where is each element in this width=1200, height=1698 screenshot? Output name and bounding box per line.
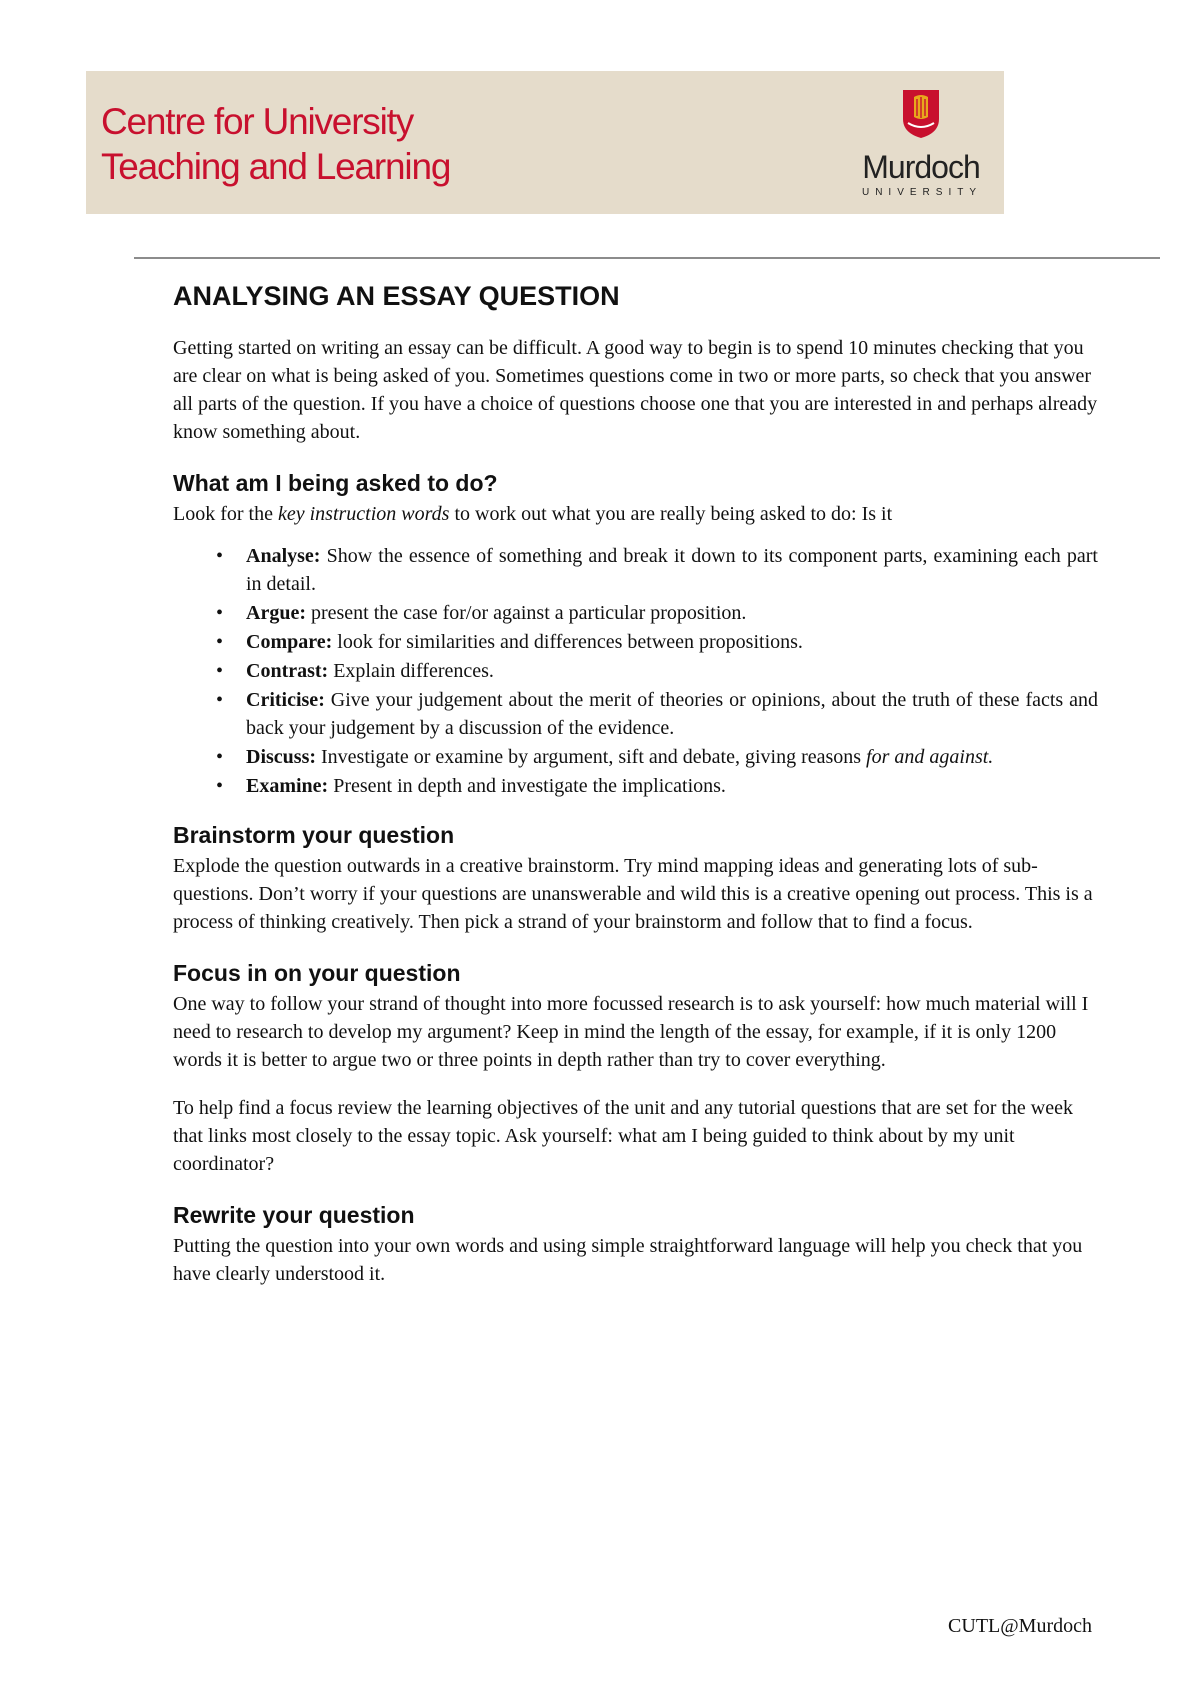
focus-paragraph-1: One way to follow your strand of thought into more focussed research is to ask yourself: how much material will I need to research to develop my argument? Keep in mind the length of the essay, for example, if it is only 1200 words it is better to argue two or three points in depth rather than try to cover everything. (173, 993, 1089, 1071)
header-banner (86, 71, 1004, 214)
centre-title (101, 99, 450, 189)
definition: Give your judgement about the merit of theories or opinions, about the truth of these facts and back your judgement by a discussion of the evidence. (246, 689, 1098, 739)
bullet-icon: • (216, 602, 224, 624)
university-wordmark: UNIVERSITY (861, 187, 982, 198)
definition-emphasis: for and against. (866, 746, 994, 768)
definition: Explain differences. (328, 660, 494, 682)
list-item (173, 772, 1098, 800)
list-item (173, 743, 1098, 771)
lead-emphasis: key instruction words (277, 503, 450, 525)
bullet-icon: • (216, 631, 224, 653)
heading-what-asked: What am I being asked to do? (173, 470, 498, 496)
instruction-lead (173, 500, 1098, 528)
definition: present the case for/or against a particular proposition. (305, 602, 747, 624)
term: Argue: (246, 602, 306, 624)
brainstorm-paragraph: Explode the question outwards in a creative brainstorm. Try mind mapping ideas and generating lots of sub-questions. Don’t worry if your questions are unanswerable and wild this is a creative opening out process. This is a process of thinking creatively. Then pick a strand of your brainstorm and follow that to find a focus. (173, 855, 1093, 933)
bullet-icon: • (216, 660, 224, 682)
list-item (173, 686, 1098, 742)
list-item (173, 657, 1098, 685)
header-rule (134, 257, 1160, 259)
term: Compare: (246, 631, 333, 653)
term: Criticise: (246, 689, 325, 711)
term: Contrast: (246, 660, 329, 682)
bullet-icon: • (216, 775, 224, 797)
footer-credit: CUTL@Murdoch (948, 1615, 1092, 1637)
centre-title-line2: Teaching and Learning (101, 146, 451, 187)
document-title: ANALYSING AN ESSAY QUESTION (173, 281, 620, 311)
definition: look for similarities and differences between propositions. (332, 631, 803, 653)
lead-text-1: Look for the (173, 503, 278, 525)
definition: Present in depth and investigate the implications. (328, 775, 726, 797)
term: Discuss: (246, 746, 317, 768)
heading-rewrite: Rewrite your question (173, 1202, 415, 1228)
list-item (173, 628, 1098, 656)
lead-text-2: to work out what you are really being asked to do: Is it (449, 503, 893, 525)
bullet-icon: • (216, 746, 224, 768)
definition: Show the essence of something and break it down to its component parts, examining each part in detail. (246, 545, 1098, 595)
centre-title-line1: Centre for University (101, 101, 414, 142)
document-body (173, 266, 1098, 1308)
list-item (173, 599, 1098, 627)
murdoch-crest-icon (902, 89, 940, 139)
focus-paragraph-2: To help find a focus review the learning objectives of the unit and any tutorial questions that are set for the week that links most closely to the essay topic. Ask yourself: what am I being guided to think about by my unit coordinator? (173, 1097, 1073, 1175)
bullet-icon: • (216, 545, 224, 567)
intro-paragraph: Getting started on writing an essay can be difficult. A good way to begin is to spend 10 minutes checking that you are clear on what is being asked of you. Sometimes questions come in two or more parts, so check that you answer all parts of the question. If you have a choice of questions choose one that you are interested in and perhaps already know something about. (173, 337, 1098, 443)
murdoch-wordmark: Murdoch (862, 149, 980, 185)
bullet-icon: • (216, 689, 224, 711)
heading-brainstorm: Brainstorm your question (173, 822, 455, 848)
list-item (173, 542, 1098, 598)
definition: Investigate or examine by argument, sift and debate, giving reasons (316, 746, 867, 768)
heading-focus: Focus in on your question (173, 960, 461, 986)
rewrite-paragraph: Putting the question into your own words and using simple straightforward language will help you check that you have clearly understood it. (173, 1235, 1083, 1285)
term: Examine: (246, 775, 329, 797)
instruction-word-list (173, 542, 1098, 800)
murdoch-logo (846, 81, 996, 203)
term: Analyse: (246, 545, 321, 567)
